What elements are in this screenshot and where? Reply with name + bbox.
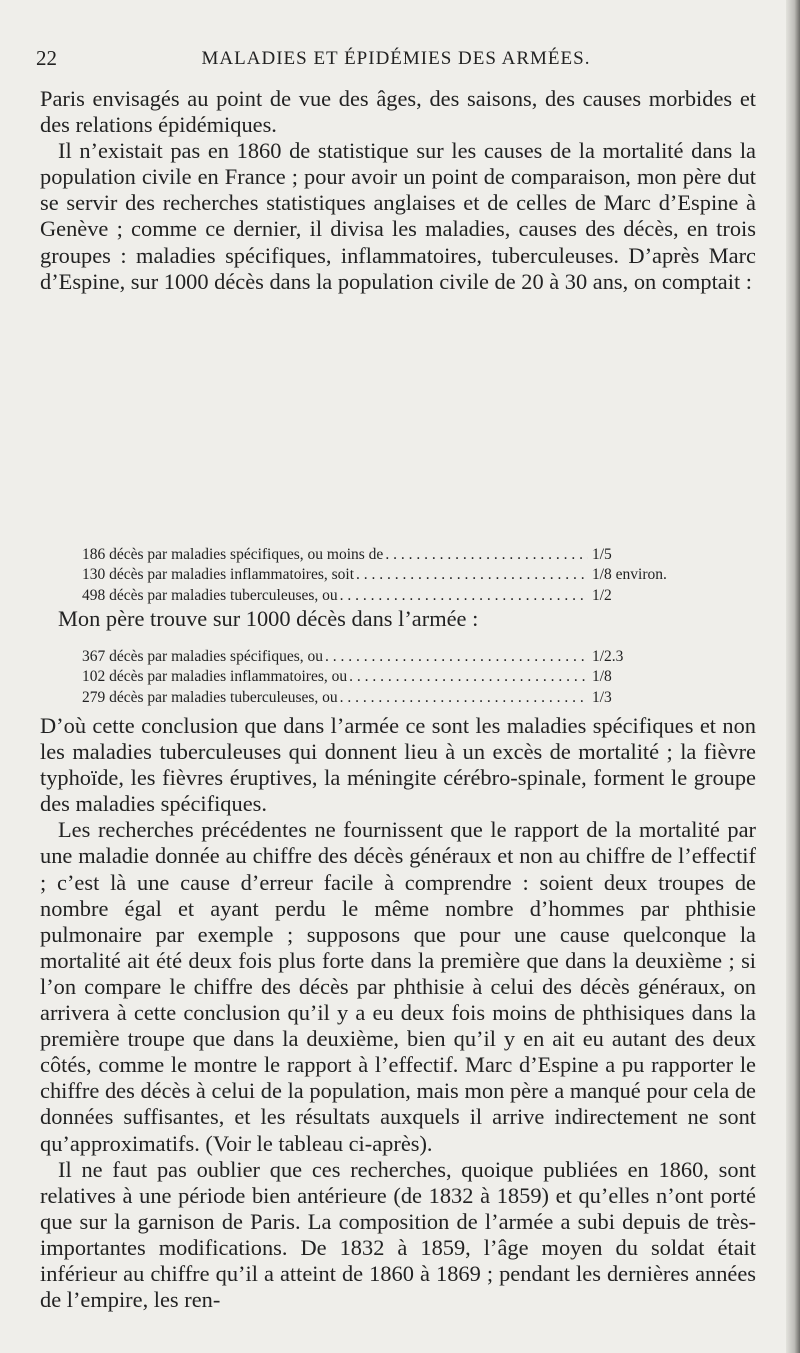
text-block-bottom <box>40 713 756 1313</box>
paragraph: Paris envisagés au point de vue des âges, des saisons, des causes morbides et des relations épidémiques. <box>40 86 756 138</box>
table-intro <box>40 606 756 632</box>
leader-dots <box>340 688 588 708</box>
paragraph: Il n’existait pas en 1860 de statistique sur les causes de la mortalité dans la population civile en France ; pour avoir un point de comparaison, mon père dut se servir des recherches statistiques anglaises et de celles de Marc d’Espine à Genève ; comme ce dernier, il divisa les maladies, causes des décès, en trois groupes : maladies spécifiques, inflammatoires, tuberculeuses. D’après Marc d’Espine, sur 1000 décès dans la population civile de 20 à 30 ans, on comptait : <box>40 138 756 294</box>
row-value: 1/8 environ. <box>592 566 667 584</box>
leader-dots <box>349 667 588 687</box>
running-title: MALADIES ET ÉPIDÉMIES DES ARMÉES. <box>201 48 591 69</box>
paragraph: Il ne faut pas oublier que ces recherches, quoique publiées en 1860, sont relatives à une période bien antérieure (de 1832 à 1859) et qu’elles n’ont porté que sur la garnison de Paris. La composition de l’armée a subi depuis de très-importantes modifications. De 1832 à 1859, l’âge moyen du soldat était inférieur au chiffre qu’il a atteint de 1860 à 1869 ; pendant les dernières années de l’empire, les ren- <box>40 1156 756 1313</box>
leader-dots <box>385 545 588 565</box>
army-mortality-table <box>82 647 682 708</box>
row-value: 1/5 <box>592 546 612 563</box>
table-row <box>82 667 682 687</box>
page-edge-shadow <box>786 0 800 1353</box>
table-row <box>82 688 682 708</box>
row-label: 102 décès par maladies inflammatoires, ou <box>82 668 348 686</box>
row-value: 1/2 <box>592 586 612 604</box>
row-value: 1/3 <box>592 688 612 706</box>
paragraph: Les recherches précédentes ne fournissent que le rapport de la mortalité par une maladie donnée au chiffre des décès généraux et non au chiffre de l’effectif ; c’est là une cause d’erreur facile à comprendre : soient deux troupes de nombre égal et ayant perdu le même nombre d’hommes par phthisie pulmonaire par exemple ; supposons que pour une cause quelconque la mortalité ait été deux fois plus forte dans la première que dans la deuxième ; si l’on compare le chiffre des décès par phthisie à celui des décès généraux, on arrivera à cette conclusion qu’il y a eu deux fois moins de phthisiques dans la première troupe que dans la deuxième, bien qu’il y en ait eu autant des deux côtés, comme le montre le rapport à l’effectif. Marc d’Espine a pu rapporter le chiffre des décès à celui de la population, mais mon père a manqué pour cela de données suffisantes, et les résultats auxquels il arrive indirectement ne sont qu’approximatifs. (Voir le tableau ci-après). <box>40 817 756 1156</box>
row-label: 498 décès par maladies tuberculeuses, ou <box>82 586 338 604</box>
table-row <box>82 647 682 667</box>
paragraph: Mon père trouve sur 1000 décès dans l’armée : <box>58 606 479 631</box>
paragraph: D’où cette conclusion que dans l’armée ce sont les maladies spécifiques et non les maladies tuberculeuses qui donnent lieu à un excès de mortalité ; la fièvre typhoïde, les fièvres éruptives, la méningite cérébro-spinale, forment le groupe des maladies spécifiques. <box>40 713 756 817</box>
text-block-top <box>40 86 756 295</box>
leader-dots <box>325 647 588 667</box>
civil-mortality-table <box>82 545 682 606</box>
leader-dots <box>340 586 588 606</box>
row-value: 1/2.3 <box>592 648 624 665</box>
row-label: 186 décès par maladies spécifiques, ou moins de <box>82 546 384 563</box>
page-header <box>36 46 756 76</box>
row-label: 130 décès par maladies inflammatoires, soit <box>82 566 355 584</box>
row-value: 1/8 <box>592 668 612 686</box>
table-row <box>82 545 682 565</box>
page-number: 22 <box>36 46 57 70</box>
row-label: 367 décès par maladies spécifiques, ou <box>82 648 324 665</box>
leader-dots <box>356 565 588 585</box>
table-row <box>82 586 682 606</box>
row-label: 279 décès par maladies tuberculeuses, ou <box>82 688 338 706</box>
table-row <box>82 565 682 585</box>
